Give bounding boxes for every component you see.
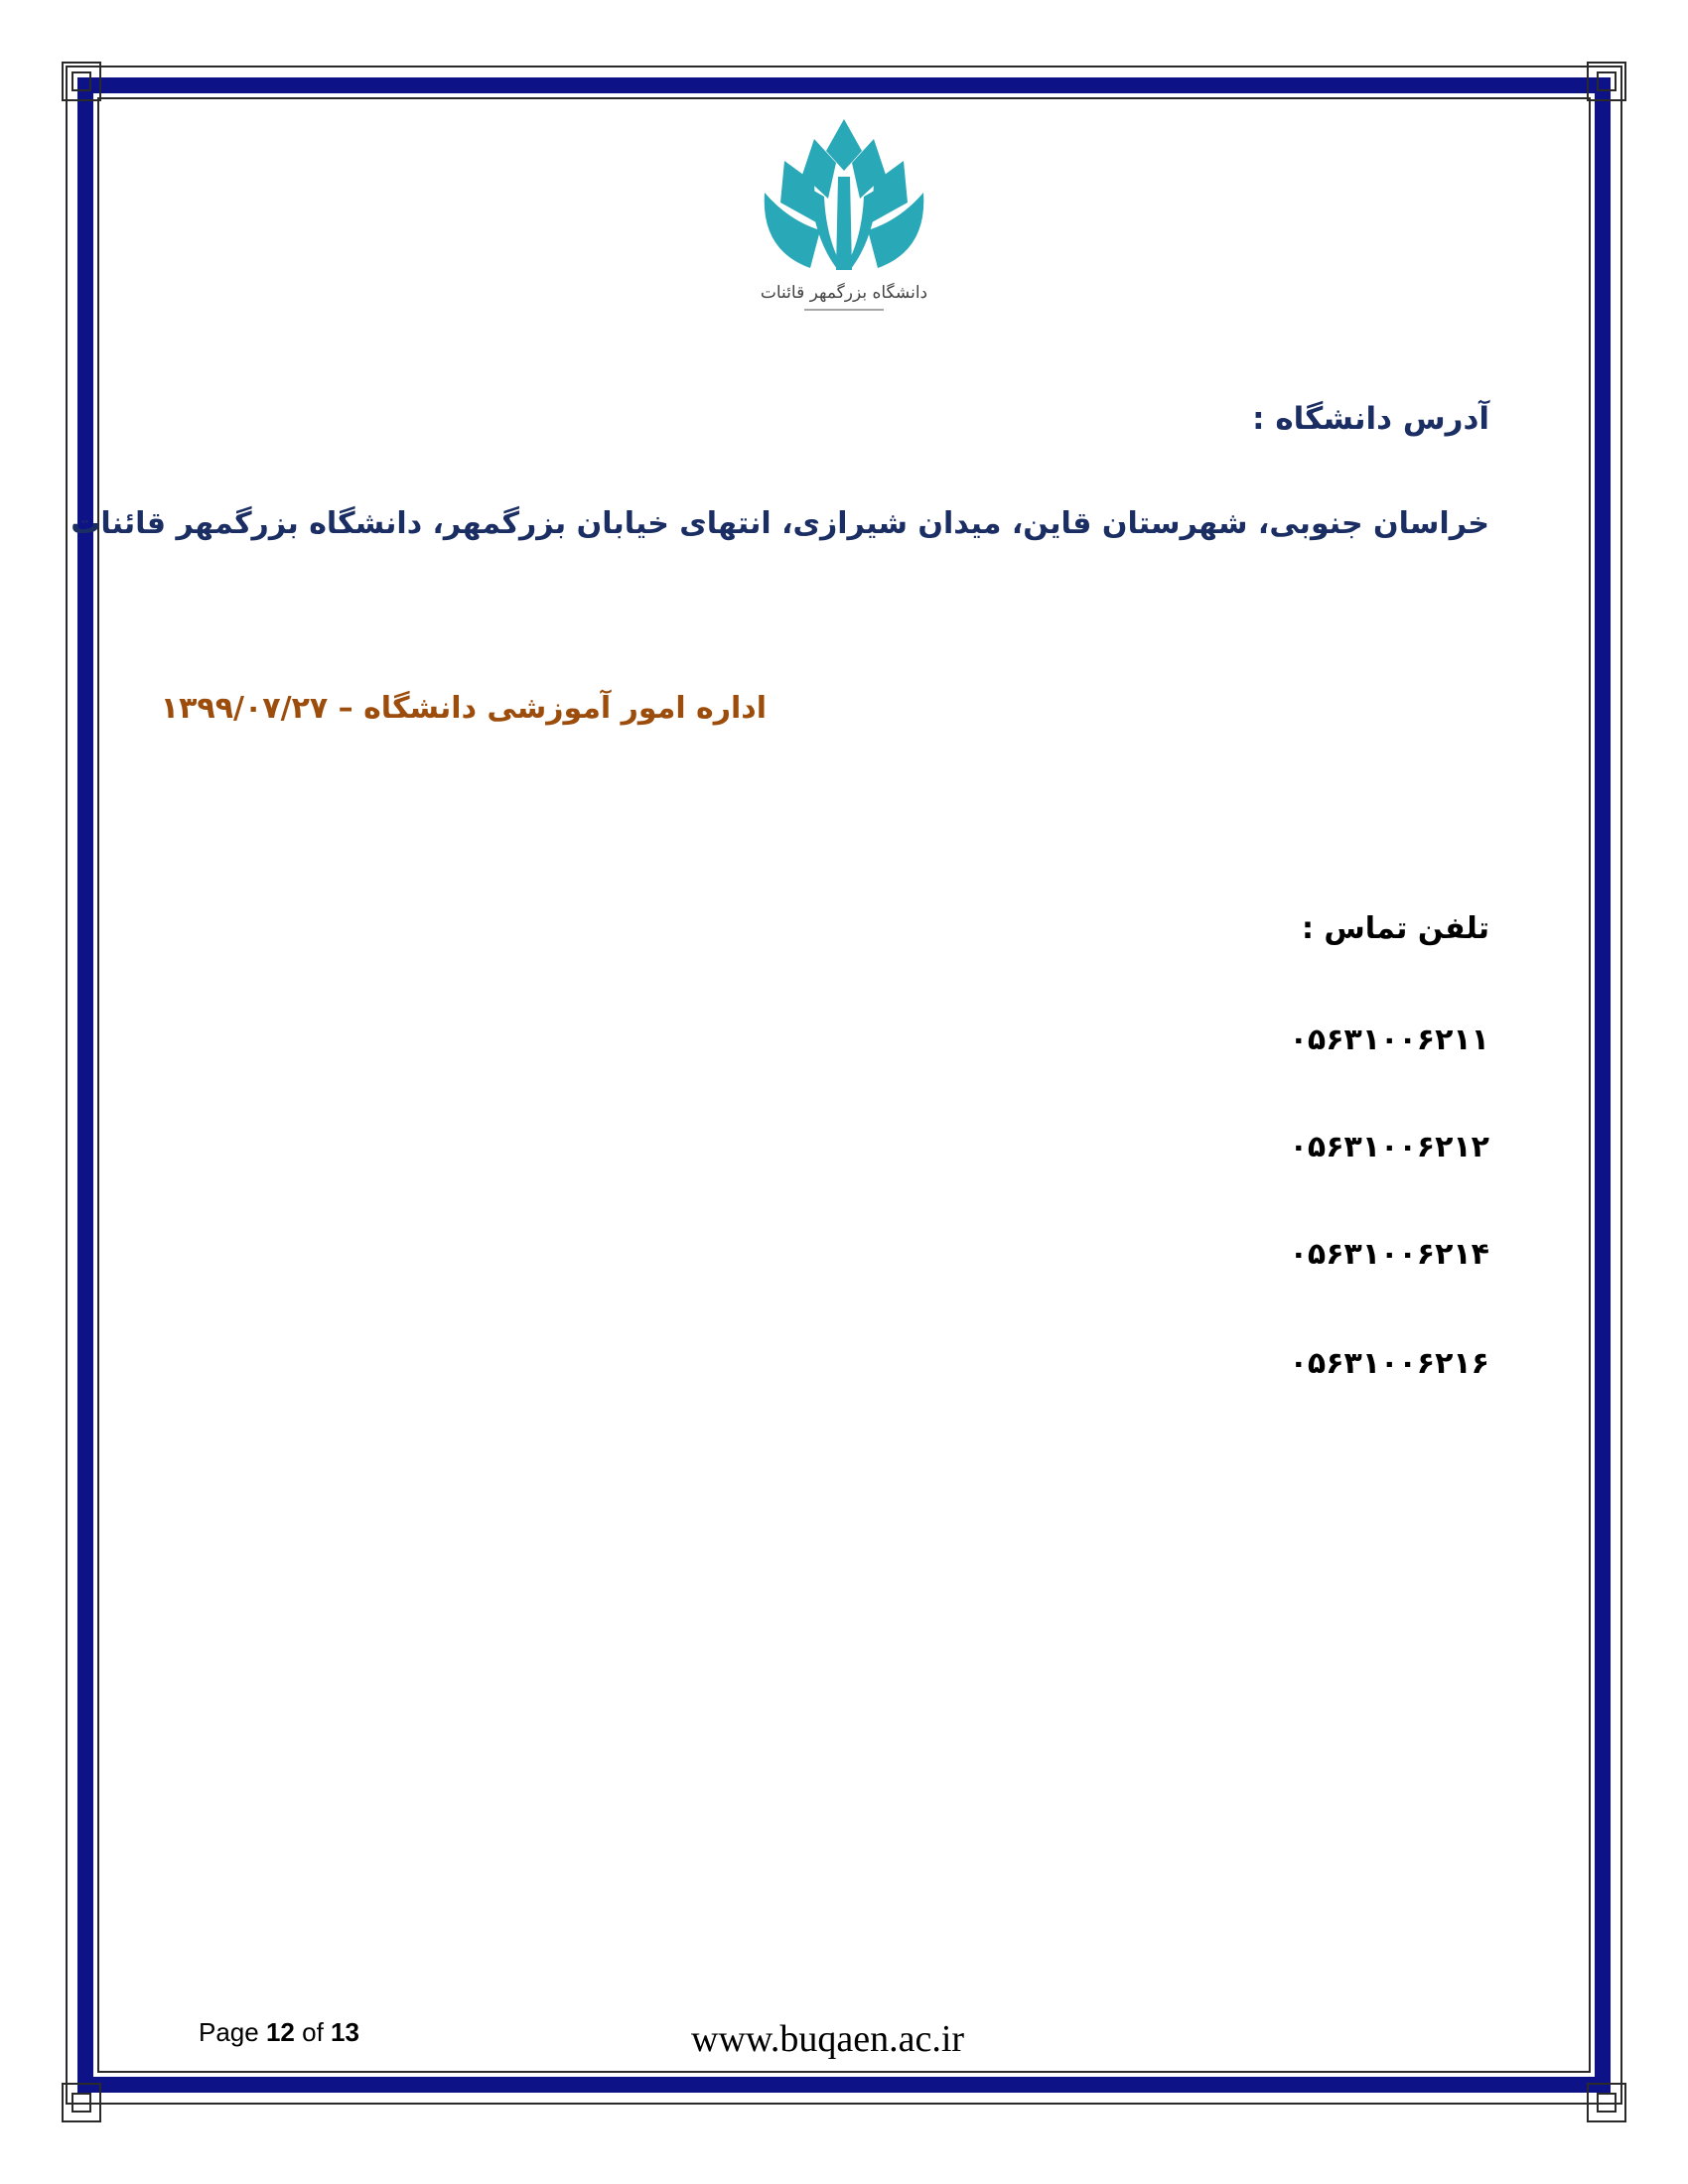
corner-ornament-top-right — [1587, 62, 1626, 101]
phone-heading: تلفن تماس : — [1301, 911, 1489, 946]
page-current: 12 — [265, 2017, 295, 2047]
phone-number: ۰۵۶۳۱۰۰۶۲۱۶ — [1289, 1346, 1489, 1381]
page-number — [199, 2017, 359, 2048]
corner-ornament-top-left — [62, 62, 101, 101]
phone-number: ۰۵۶۳۱۰۰۶۲۱۱ — [1289, 1023, 1489, 1057]
page-prefix: Page — [199, 2017, 259, 2047]
page-border-inner — [97, 97, 1591, 2073]
website-url: www.buqaen.ac.ir — [691, 2018, 965, 2060]
page-total: 13 — [331, 2017, 359, 2047]
corner-ornament-bottom-right — [1587, 2083, 1626, 2122]
office-line: اداره امور آموزشی دانشگاه – ۱۳۹۹/۰۷/۲۷ — [160, 691, 767, 726]
phone-number: ۰۵۶۳۱۰۰۶۲۱۲ — [1289, 1130, 1489, 1164]
corner-ornament-bottom-left — [62, 2083, 101, 2122]
logo-text: دانشگاه بزرگمهر قائنات — [760, 283, 928, 303]
address-text: خراسان جنوبی، شهرستان قاین، میدان شیرازی، انتهای خیابان بزرگمهر، دانشگاه بزرگمهر قائنات — [70, 506, 1489, 541]
university-logo — [755, 111, 933, 320]
page-of: of — [302, 2017, 324, 2047]
lotus-logo-icon — [755, 111, 933, 320]
address-heading: آدرس دانشگاه : — [1252, 401, 1489, 437]
phone-number: ۰۵۶۳۱۰۰۶۲۱۴ — [1289, 1237, 1489, 1272]
